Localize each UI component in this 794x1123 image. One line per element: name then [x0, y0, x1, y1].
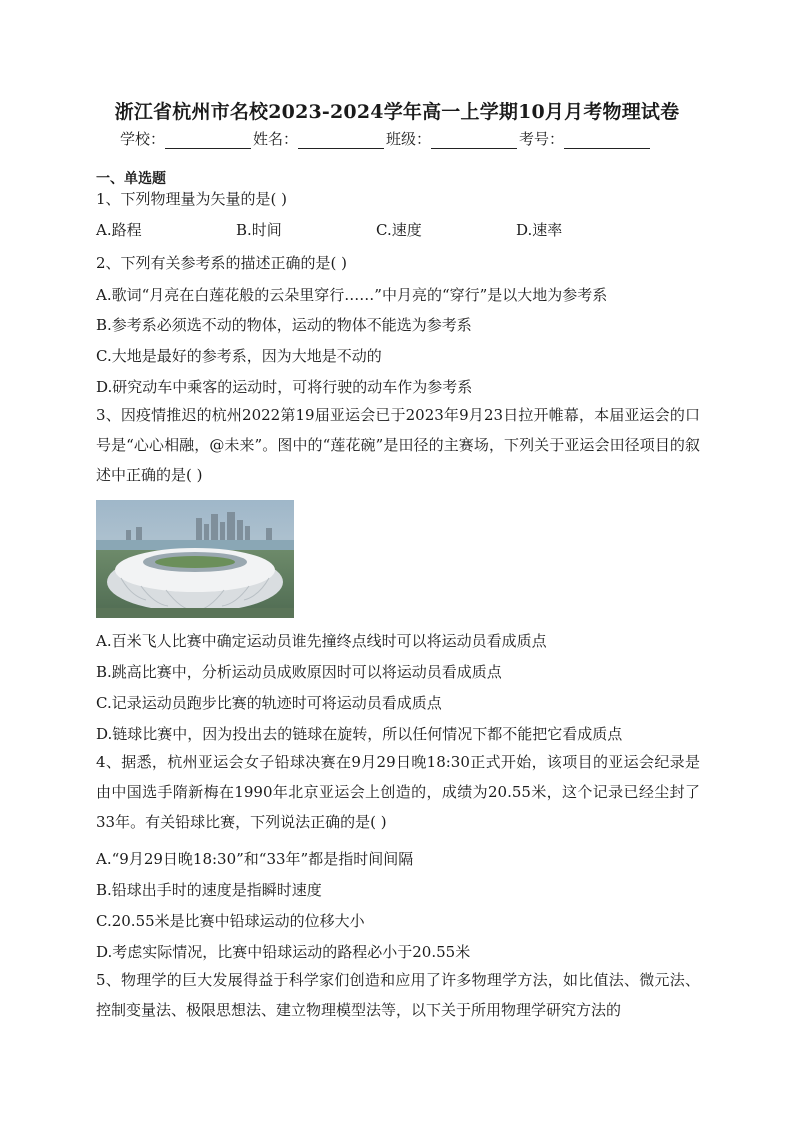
name-blank[interactable] — [298, 133, 384, 149]
q3-option-a: A.百米飞人比赛中确定运动员谁先撞终点线时可以将运动员看成质点 — [96, 632, 547, 650]
stadium-photo — [96, 500, 294, 618]
class-label: 班级： — [386, 130, 432, 148]
exam-number-label: 考号： — [519, 130, 565, 148]
q2-option-d: D.研究动车中乘客的运动时，可将行驶的动车作为参考系 — [96, 378, 473, 396]
q4-option-d: D.考虑实际情况，比赛中铅球运动的路程必小于20.55米 — [96, 943, 471, 961]
question-3-stem: 3、因疫情推迟的杭州2022第19届亚运会已于2023年9月23日拉开帷幕，本届亚运会的口号是“心心相融，@未来”。图中的“莲花碗”是田径的主赛场，下列关于亚运会田径项目的叙述中正确的是( ) — [96, 406, 700, 484]
q2-option-c: C.大地是最好的参考系，因为大地是不动的 — [96, 347, 382, 365]
question-1-options — [96, 219, 696, 240]
q3-option-b: B.跳高比赛中，分析运动员成败原因时可以将运动员看成质点 — [96, 663, 502, 681]
question-1-stem: 1、下列物理量为矢量的是( ) — [96, 190, 288, 208]
school-label: 学校： — [120, 130, 166, 148]
q4-option-b: B.铅球出手时的速度是指瞬时速度 — [96, 881, 322, 899]
student-info-line — [120, 128, 680, 149]
q1-option-a: A.路程 — [96, 221, 142, 239]
question-2-stem: 2、下列有关参考系的描述正确的是( ) — [96, 254, 348, 272]
q4-option-a: A.“9月29日晚18:30”和“33年”都是指时间间隔 — [96, 850, 414, 868]
q1-option-c: C.速度 — [376, 221, 422, 239]
exam-title: 浙江省杭州市名校2023-2024学年高一上学期10月月考物理试卷 — [114, 101, 680, 123]
question-4-stem: 4、据悉，杭州亚运会女子铅球决赛在9月29日晚18:30正式开始，该项目的亚运会纪录是由中国选手隋新梅在1990年北京亚运会上创造的，成绩为20.55米，这个记录已经尘封了33年。有关铅球比赛，下列说法正确的是( ) — [96, 753, 700, 831]
q3-option-d: D.链球比赛中，因为投出去的链球在旋转，所以任何情况下都不能把它看成质点 — [96, 725, 623, 743]
name-label: 姓名： — [253, 130, 299, 148]
q1-option-b: B.时间 — [236, 221, 282, 239]
q3-option-c: C.记录运动员跑步比赛的轨迹时可将运动员看成质点 — [96, 694, 442, 712]
exam-number-blank[interactable] — [564, 133, 650, 149]
q4-option-c: C.20.55米是比赛中铅球运动的位移大小 — [96, 912, 365, 930]
q1-option-d: D.速率 — [516, 221, 563, 239]
q2-option-b: B.参考系必须选不动的物体，运动的物体不能选为参考系 — [96, 316, 472, 334]
q2-option-a: A.歌词“月亮在白莲花般的云朵里穿行……”中月亮的“穿行”是以大地为参考系 — [96, 286, 608, 304]
school-blank[interactable] — [165, 133, 251, 149]
class-blank[interactable] — [431, 133, 517, 149]
question-5-stem: 5、物理学的巨大发展得益于科学家们创造和应用了许多物理学方法，如比值法、微元法、控制变量法、极限思想法、建立物理模型法等，以下关于所用物理学研究方法的 — [96, 971, 700, 1019]
section-heading: 一、单选题 — [96, 171, 166, 187]
